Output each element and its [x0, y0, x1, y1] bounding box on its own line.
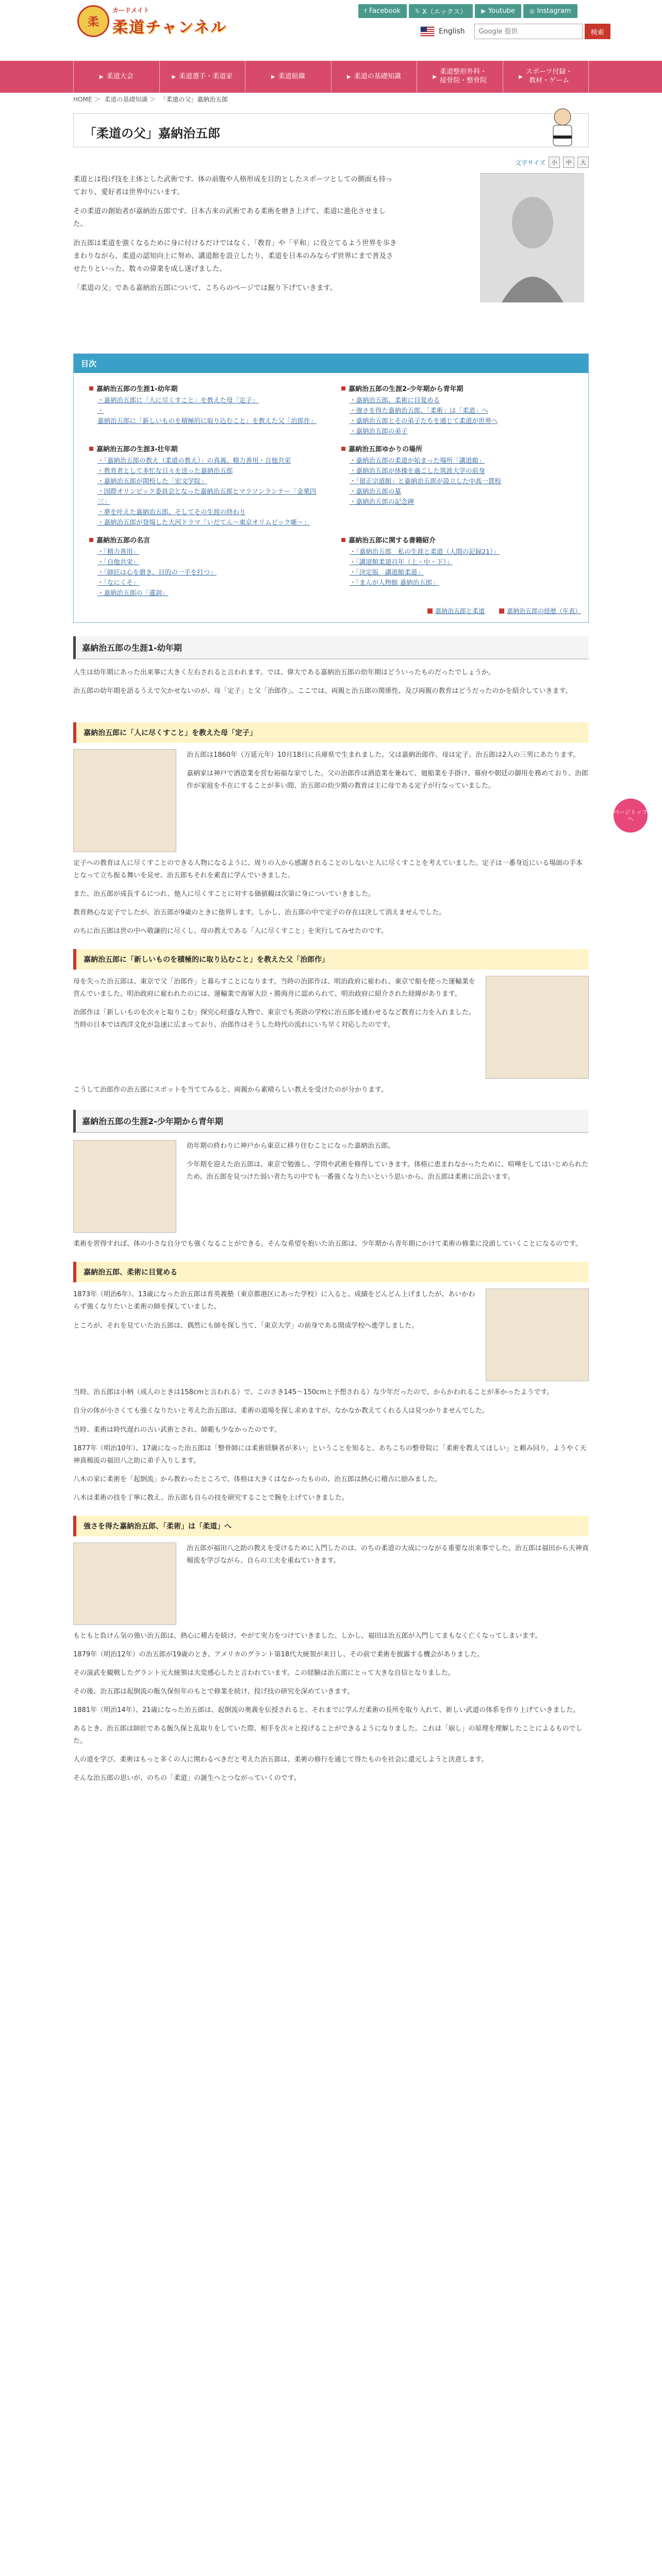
paragraph: 定子への教育は人に尽くすことのできる人物になるように、周りの人から感謝されることのしないと人に尽くすことを考えていました。定子は一番身近にいる場面の手本となって立ち振る舞いを見せ、治五郎もそれを素直に学んでいきました。	[73, 859, 583, 880]
language-switch	[420, 24, 610, 39]
toc-link[interactable]: ・ 嘉納治五郎の弟子	[350, 426, 573, 436]
father-illustration	[486, 976, 589, 1079]
paragraph: あるとき、治五郎は師匠である飯久保と乱取りをしていた際、相手を次々と投げることができるようになりました。これは「崩し」の原理を理解したことによるものでした。	[73, 1724, 583, 1745]
paragraph: のちに治五郎は世の中へ敬謙的に尽くし、母の教えである「人に尽くすこと」を実行してみせたのです。	[73, 927, 388, 936]
paragraph: ところが、それを見ていた治五郎は、偶然にも師を探し当て、「東京大学」の前身である開成学校へ進学しました。	[73, 1321, 419, 1330]
toc-section	[341, 383, 573, 436]
paragraph: 1873年（明治6年）、13歳になった治五郎は育英義塾（東京都港区にあった学校）に入ると、成績をどんどん上げましたが、あいかわらず強くなりたいと柔術の師を探していました。	[73, 1291, 475, 1311]
paragraph: 八木の家に柔術を「起倒流」から教わったところで、体格は大きくはなかったものの、治五郎は熱心に稽古に励みました。	[73, 1475, 441, 1483]
table-of-contents	[73, 353, 589, 623]
toc-link[interactable]: ・ 嘉納治五郎に「新しいものを積極的に取り込むこと」を教えた父「治郎作」	[97, 405, 321, 426]
toc-link[interactable]: ・ 「精力善用」	[97, 547, 321, 557]
text-size-label: 文字サイズ	[515, 159, 545, 166]
nav-label: 柔道選手・柔道家	[179, 72, 233, 80]
toc-section-title[interactable]: 嘉納治五郎に関する書籍紹介	[341, 535, 573, 545]
youtube-link[interactable]	[475, 4, 521, 18]
toc-section-title[interactable]: 嘉納治五郎ゆかりの場所	[341, 444, 573, 453]
toc-section-title[interactable]: 嘉納治五郎の名言	[89, 535, 321, 545]
chevron-right-icon: ▶	[271, 74, 275, 80]
toc-link[interactable]: ・ 嘉納治五郎とその弟子たちを通じて柔道が世界へ	[350, 416, 573, 426]
paragraph: 嘉納家は神戸で酒造業を営む裕福な家でした。父の治郎作は酒造業を兼ねて、廻船業を手掛け、幕府や朝廷の御用を務めており、治郎作が家庭を不在にすることが多い間、治五郎の幼少期の教育は主に母である定子が行なっていました。	[187, 770, 588, 790]
toc-link[interactable]: ・ 嘉納治五郎の「遺訓」	[97, 588, 321, 598]
toc-link[interactable]: ・ 嘉納治五郎の柔道が始まった場所「講道館」	[350, 455, 573, 466]
related-link-timeline[interactable]: 嘉納治五郎の経歴（年表）	[499, 606, 581, 615]
toc-section-title[interactable]: 嘉納治五郎の生涯1-幼年期	[89, 383, 321, 393]
facebook-link[interactable]	[358, 4, 407, 18]
toc-link[interactable]: ・ 嘉納治五郎が開校した「宏文学院」	[97, 476, 321, 486]
nav-item-basics[interactable]	[332, 61, 418, 93]
youth-illustration	[73, 1140, 176, 1233]
paragraph: 治郎作は「新しいものを次々と取りこむ」探究心旺盛な人物で、東京でも英語の学校に治五郎を通わせるなど教育に力を入れました。当時の日本では西洋文化が急速に広まっており、治郎作はそうした時代の流れにいち早く対応したのです。	[73, 1009, 475, 1029]
toc-section	[341, 535, 573, 598]
toc-section	[89, 383, 321, 436]
toc-link[interactable]: ・ 「留正宗道館」と嘉納治五郎が設立した中高一貫校	[350, 476, 573, 486]
chevron-right-icon: ▶	[99, 74, 104, 80]
intro-section	[73, 173, 589, 343]
judoka-illustration-icon	[542, 106, 583, 152]
text-size-control	[73, 157, 589, 168]
paragraph: 母を失った治五郎は、東京で父「治郎作」と暮らすことになります。当時の治郎作は、明治政府に雇われ、東京で船を使った運輸業を営んでいました。明治政府に雇われたのには、運輸業で海軍大臣・勝海舟に認められて、明治政府に紹介された経緯があります。	[73, 978, 475, 998]
paragraph: 幼年期の終わりに神戸から東京に移り住むことになった嘉納治五郎。	[187, 1142, 395, 1150]
toc-link[interactable]: ・ 国際オリンピック委員会となった嘉納治五郎とマラソンランナー「金栗四三」	[97, 486, 321, 507]
paragraph: その後、治五郎は起倒流の飯久保恒年のもとで修業を続け、投げ技の研究を深めていきます。	[73, 1687, 354, 1696]
chevron-right-icon: ▶	[172, 74, 176, 80]
subsection-heading: 嘉納治五郎、柔術に目覚める	[73, 1262, 589, 1282]
nav-item-clinics[interactable]	[417, 61, 503, 93]
breadcrumb-home[interactable]: HOME	[73, 96, 92, 103]
instagram-icon: ◎	[529, 8, 535, 14]
paragraph: 柔術を習得すれば、体の小さな自分でも強くなることができる。そんな希望を抱いた治五郎は、少年期から青年期にかけて柔術の修業に没頭していくことになるのです。	[73, 1240, 582, 1248]
subsection-heading: 嘉納治五郎に「新しいものを積極的に取り込むこと」を教えた父「治郎作」	[73, 949, 589, 970]
related-link-judo[interactable]: 嘉納治五郎と柔道	[427, 606, 485, 615]
paragraph: 少年期を迎えた治五郎は、東京で勉強し、学問や武術を修得していきます。体格に恵まれなかったために、喧嘩をしてはいじめられたため、治五郎を見つけた弱い者たちの中でも一番強くなりたいという思いから、治五郎は柔術に出会います。	[187, 1161, 588, 1181]
mother-illustration	[73, 749, 176, 852]
intro-paragraph: その柔道の創始者が嘉納治五郎です。日本古来の武術である柔術を磨き上げて、柔道に進化させました。	[73, 207, 386, 228]
paragraph: 1881年（明治14年）、21歳になった治五郎は、起倒流の奥義を伝授されると、それまでに学んだ柔術の長所を取り入れて、新しい武道の体系を作り上げていきました。	[73, 1706, 580, 1714]
school-illustration	[486, 1289, 589, 1381]
paragraph: 人の道を学び、柔術はもっと多くの人に関わるべきだと考えた治五郎は、柔術の修行を通じて得たものを社会に還元しようと決意します。	[73, 1756, 488, 1764]
nav-label: 柔道組織	[278, 72, 305, 80]
us-flag-icon[interactable]	[420, 26, 435, 37]
search-input[interactable]	[474, 24, 583, 39]
nav-label: 柔道整形外科・ 接骨院・整骨院	[440, 68, 487, 84]
paragraph: こうして治郎作の治五郎にスポットを当ててみると、両親から素晴らしい教えを受けたのが分かります。	[73, 1086, 388, 1094]
paragraph: もともと負けん気の強い治五郎は、熱心に稽古を続け、やがて実力をつけていきました。しかし、福田は治五郎が入門してまもなく亡くなってしまいます。	[73, 1632, 542, 1640]
facebook-label: Facebook	[369, 7, 401, 15]
paragraph: 1879年（明治12年）の治五郎が19歳のとき、アメリカのグラント第18代大統領が来日し、その前で柔術を披露する機会がありました。	[73, 1650, 484, 1658]
nav-item-games[interactable]	[503, 61, 589, 93]
page-title: 「柔道の父」嘉納治五郎	[84, 126, 220, 141]
toc-link[interactable]: ・ 嘉納治五郎の墓	[350, 486, 573, 497]
paragraph: その演武を観戦したグラント元大統領は大変感心したと言われています。この経験は治五郎にとって大きな自信となりました。	[73, 1669, 455, 1677]
text-size-small[interactable]: 小	[549, 157, 560, 168]
paragraph: 治五郎が福田八之助の教えを受けるために入門したのは、のちの柔道の大成につながる重要な出来事でした。治五郎は福田から天神真楊流を学びながら、自らの工夫を重ねていきます。	[187, 1544, 589, 1565]
youtube-icon: ▶	[481, 8, 486, 14]
toc-section	[341, 444, 573, 528]
paragraph: 治五郎の幼年期を語るうえで欠かせないのが、母「定子」と父「治郎作」。ここでは、両親と治五郎の関係性、及び両親の教育はどうだったのかを紹介していきます。	[73, 687, 572, 696]
paragraph: 1877年（明治10年）、17歳になった治五郎は「整骨師には柔術経験者が多い」ということを知ると、あちこちの整骨院に「柔術を教えてほしい」と頼み回り、ようやく天神真楊流の福田八之助に弟子入りします。	[73, 1444, 587, 1465]
paragraph: 教育熱心な定子でしたが、治五郎が9歳のときに他界します。しかし、治五郎の中で定子の存在は決して消えませんでした。	[73, 909, 446, 917]
nav-item-organizations[interactable]	[245, 61, 332, 93]
social-links	[358, 4, 577, 18]
youtube-label: Youtube	[488, 7, 515, 15]
paragraph: そんな治五郎の思いが、のちの「柔道」の誕生へとつながっていくのです。	[73, 1774, 301, 1783]
paragraph: また、治五郎が成長するにつれ、他人に尽くすことに対する価値観は次第に身についていきました。	[73, 890, 375, 899]
toc-link[interactable]: ・ 「まんが人物館 嘉納治五郎」	[350, 578, 573, 588]
english-link[interactable]: English	[439, 27, 465, 36]
kano-portrait-image	[481, 173, 584, 302]
toc-link[interactable]: ・ 「嘉納治五郎の教え（柔道の教え）」の真義、精力善用・自他共栄	[97, 455, 321, 466]
nav-label: 柔道の基礎知識	[354, 72, 401, 80]
toc-link[interactable]: ・ 嘉納治五郎、柔術に目覚める	[350, 395, 573, 405]
paragraph: 自分の体が小さくても強くなりたいと考えた治五郎は、柔術の道場を探し求めますが、なかなか教えてくれる人は見つかりませんでした。	[73, 1407, 489, 1415]
nav-label: 柔道大会	[106, 72, 134, 80]
toc-link[interactable]: ・ 嘉納治五郎が体操を過ごした筑波大学の前身	[350, 466, 573, 476]
main-nav	[0, 61, 662, 93]
breadcrumb-basics[interactable]: 柔道の基礎知識	[104, 96, 148, 103]
nav-item-tournaments[interactable]	[73, 61, 160, 93]
toc-section-title[interactable]: 嘉納治五郎の生涯3-壮年期	[89, 444, 321, 453]
page-top-button[interactable]: ページトップへ	[614, 799, 648, 833]
paragraph: 八木は柔術の技を丁寧に教え、治五郎も自らの技を研究することで腕を上げていきました。	[73, 1494, 349, 1502]
text-size-large[interactable]: 大	[577, 157, 589, 168]
logo-title: 柔道チャンネル	[112, 18, 227, 37]
toc-link[interactable]: ・ 「自他共栄」	[97, 557, 321, 567]
toc-link[interactable]: ・ 教育者として多忙な日々を送った嘉納治五郎	[97, 466, 321, 476]
toc-link[interactable]: ・ 「なにくそ」	[97, 578, 321, 588]
toc-link[interactable]: ・ 嘉納治五郎が登場した大河ドラマ「いだてん～東京オリムピック噺～」	[97, 517, 321, 528]
intro-paragraph: 「柔道の父」である嘉納治五郎について、こちらのページでは掘り下げていきます。	[73, 283, 337, 292]
toc-link[interactable]: ・ 嘉納治五郎に「人に尽くすこと」を教えた母「定子」	[97, 395, 321, 405]
paragraph: 当時、柔術は時代遅れの古い武術とされ、師範も少なかったのです。	[73, 1426, 281, 1434]
logo-small-text: カードメイト	[112, 6, 150, 14]
subsection-heading: 強さを得た嘉納治五郎、「柔術」は「柔道」へ	[73, 1516, 589, 1536]
site-header	[0, 0, 662, 61]
instagram-label: Instagram	[537, 7, 571, 15]
facebook-icon: f	[365, 8, 367, 14]
toc-heading: 目次	[74, 354, 588, 373]
search-button[interactable]: 検索	[585, 24, 610, 39]
chevron-right-icon: ▶	[519, 74, 523, 80]
nav-label: スポーツ付録・ 教材・ゲーム	[525, 68, 573, 84]
section-heading: 嘉納治五郎の生涯2-少年期から青年期	[73, 1110, 589, 1133]
instagram-link[interactable]	[523, 4, 577, 18]
toc-link[interactable]: ・ 「嘉納治五郎 私の生涯と柔道（人間の記録21）」	[350, 547, 573, 557]
toc-link[interactable]: ・ 嘉納治五郎の記念碑	[350, 497, 573, 507]
main-content	[73, 113, 589, 2576]
search-box	[474, 24, 610, 39]
intro-paragraph: 柔道とは投げ技を主体とした武術です。体の前腹や人格形成を目的としたスポーツとしての側面も持っており、愛好者は世界中にいます。	[73, 175, 393, 196]
toc-link[interactable]: ・ 「決定版 講道館柔道」	[350, 567, 573, 578]
paragraph: 当時、治五郎は小柄（成人のときは158cmと言われる）で、このさき145～150cmと予想される）な少年だったので、からかわれることが多かったようです。	[73, 1388, 554, 1397]
text-size-medium[interactable]: 中	[563, 157, 574, 168]
x-icon: 𝕏	[415, 8, 420, 14]
breadcrumb-current: 「柔道の父」嘉納治五郎	[160, 96, 228, 103]
paragraph: 人生は幼年期にあった出来事に大きく左右されると言われます。では、偉大である嘉納治五郎の幼年期はどういったものだったでしょうか。	[73, 669, 495, 676]
toc-link[interactable]: ・ 夢を叶えた嘉納治五郎、そしてその生涯の終わり	[97, 507, 321, 517]
intro-paragraph: 治五郎は柔道を強くなるために身に付けるだけではなく、「教育」や「平和」に役立てるよう世界を歩きまわりながら、柔道の認知向上に努め、講道館を設立したり、柔道を日本のみならず世界にまで普及させたりといった、数々の偉業を成し遂げました。	[73, 239, 397, 273]
page-title-box	[73, 113, 589, 147]
chevron-right-icon: ▶	[433, 74, 437, 80]
toc-section-title[interactable]: 嘉納治五郎の生涯2-少年期から青年期	[341, 383, 573, 393]
logo-emblem: 柔	[77, 5, 109, 37]
toc-link[interactable]: ・ 「講道館柔道百年（上・中・下）」	[350, 557, 573, 567]
toc-section	[89, 535, 321, 598]
breadcrumb: HOME ＞ 柔道の基礎知識 ＞ 「柔道の父」嘉納治五郎	[73, 96, 228, 103]
toc-link[interactable]: ・ 強さを得た嘉納治五郎、「柔術」は「柔道」へ	[350, 405, 573, 416]
nav-item-players[interactable]	[160, 61, 246, 93]
paragraph: 治五郎は1860年（万延元年）10月18日に兵庫県で生まれました。父は嘉納治郎作、母は定子。治五郎は2人の三男にあたります。	[187, 751, 580, 759]
toc-footer-links	[74, 603, 588, 622]
site-logo[interactable]	[77, 5, 227, 37]
toc-section	[89, 444, 321, 528]
x-link[interactable]	[409, 4, 473, 18]
toc-link[interactable]: ・ 「師匠は心を磨き、目的の一手を打つ」	[97, 567, 321, 578]
chevron-right-icon: ▶	[346, 74, 351, 80]
throw-illustration	[73, 1543, 176, 1625]
section-heading: 嘉納治五郎の生涯1-幼年期	[73, 636, 589, 659]
x-label: X（エックス）	[422, 8, 467, 16]
subsection-heading: 嘉納治五郎に「人に尽くすこと」を教えた母「定子」	[73, 722, 589, 743]
